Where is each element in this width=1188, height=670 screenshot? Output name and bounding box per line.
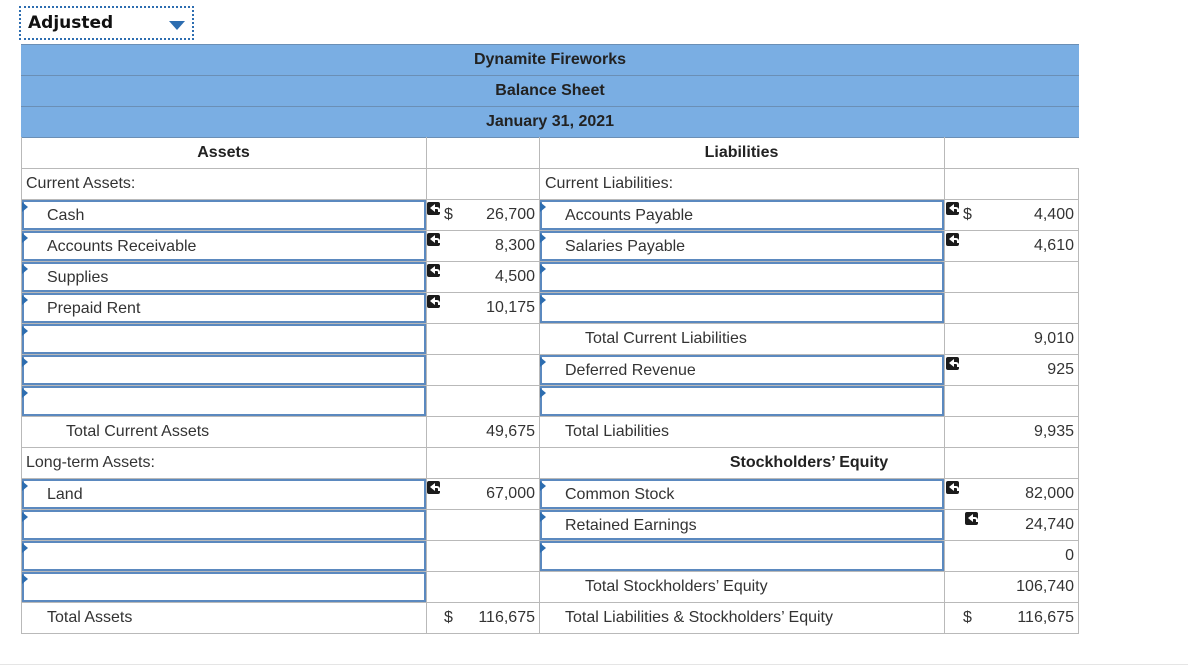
- total-current-liabilities-value: 9,010: [1033, 330, 1074, 347]
- liability-account-label: Accounts Payable: [565, 207, 694, 224]
- equity-amount[interactable]: 24,740: [1025, 516, 1074, 533]
- asset-amount[interactable]: 4,500: [494, 268, 535, 285]
- asset-account-label: Cash: [47, 207, 85, 224]
- undo-icon[interactable]: [946, 233, 959, 246]
- dropdown-flag-icon: [540, 233, 546, 243]
- asset-account-input[interactable]: [22, 572, 426, 602]
- dropdown-selected-label: Adjusted: [28, 13, 114, 33]
- dropdown-flag-icon: [22, 295, 28, 305]
- total-assets-label: Total Assets: [47, 609, 133, 626]
- dropdown-flag-icon: [22, 233, 28, 243]
- currency-symbol: $: [963, 206, 972, 223]
- liability-account-input[interactable]: [540, 355, 944, 385]
- asset-account-input[interactable]: [22, 200, 426, 230]
- liability-account-input[interactable]: [540, 293, 944, 323]
- dropdown-flag-icon: [22, 543, 28, 553]
- liability-account-label: Deferred Revenue: [565, 362, 696, 379]
- total-equity-value: 106,740: [1016, 578, 1074, 595]
- dropdown-flag-icon: [22, 512, 28, 522]
- undo-icon[interactable]: [427, 233, 440, 246]
- asset-account-input[interactable]: [22, 324, 426, 354]
- asset-account-input[interactable]: [22, 293, 426, 323]
- asset-amount[interactable]: 10,175: [486, 299, 535, 316]
- asset-account-input[interactable]: [22, 231, 426, 261]
- undo-icon[interactable]: [946, 357, 959, 370]
- asset-amount[interactable]: 26,700: [486, 206, 535, 223]
- dropdown-flag-icon: [22, 202, 28, 212]
- dropdown-flag-icon: [22, 574, 28, 584]
- total-current-assets-label: Total Current Assets: [66, 423, 210, 440]
- asset-account-input[interactable]: [22, 262, 426, 292]
- equity-amount[interactable]: 0: [1065, 547, 1074, 564]
- asset-account-label: Accounts Receivable: [47, 238, 197, 255]
- undo-icon[interactable]: [965, 512, 978, 525]
- asset-account-input[interactable]: [22, 479, 426, 509]
- dropdown-flag-icon: [22, 326, 28, 336]
- dropdown-flag-icon: [540, 512, 546, 522]
- undo-icon[interactable]: [427, 202, 440, 215]
- dropdown-flag-icon: [22, 481, 28, 491]
- liability-account-input[interactable]: [540, 200, 944, 230]
- total-current-liabilities-label: Total Current Liabilities: [585, 330, 747, 347]
- currency-symbol: $: [963, 609, 972, 626]
- undo-icon[interactable]: [946, 202, 959, 215]
- statement-title: Balance Sheet: [21, 75, 1079, 106]
- dropdown-flag-icon: [22, 357, 28, 367]
- equity-account-label: Common Stock: [565, 486, 675, 503]
- statement-date: January 31, 2021: [21, 106, 1079, 137]
- asset-amount[interactable]: 67,000: [486, 485, 535, 502]
- asset-account-label: Supplies: [47, 269, 109, 286]
- asset-account-input[interactable]: [22, 386, 426, 416]
- undo-icon[interactable]: [427, 481, 440, 494]
- dropdown-flag-icon: [22, 264, 28, 274]
- undo-icon[interactable]: [427, 264, 440, 277]
- equity-account-input[interactable]: [540, 541, 944, 571]
- liabilities-heading: Liabilities: [704, 144, 779, 161]
- dropdown-flag-icon: [540, 357, 546, 367]
- dropdown-flag-icon: [540, 543, 546, 553]
- equity-account-input[interactable]: [540, 479, 944, 509]
- asset-account-input[interactable]: [22, 355, 426, 385]
- total-equity-label: Total Stockholders’ Equity: [585, 578, 768, 595]
- total-liabilities-label: Total Liabilities: [565, 423, 670, 440]
- liability-account-label: Salaries Payable: [565, 238, 686, 255]
- equity-account-label: Retained Earnings: [565, 517, 697, 534]
- grand-total-label: Total Liabilities & Stockholders’ Equity: [565, 609, 833, 626]
- undo-icon[interactable]: [427, 295, 440, 308]
- total-liabilities-value: 9,935: [1033, 423, 1074, 440]
- liability-account-input[interactable]: [540, 386, 944, 416]
- company-name: Dynamite Fireworks: [21, 44, 1079, 75]
- assets-heading: Assets: [197, 144, 250, 161]
- liability-account-input[interactable]: [540, 231, 944, 261]
- asset-account-input[interactable]: [22, 541, 426, 571]
- chevron-down-icon[interactable]: [169, 21, 185, 30]
- liability-amount[interactable]: 4,400: [1033, 206, 1074, 223]
- equity-heading: Stockholders’ Equity: [729, 454, 889, 471]
- liability-amount[interactable]: 925: [1047, 361, 1074, 378]
- current-liabilities-label: Current Liabilities:: [545, 175, 674, 192]
- dropdown-flag-icon: [540, 481, 546, 491]
- current-assets-label: Current Assets:: [26, 175, 136, 192]
- dropdown-flag-icon: [22, 388, 28, 398]
- asset-account-label: Land: [47, 486, 83, 503]
- dropdown-flag-icon: [540, 202, 546, 212]
- statement-type-dropdown[interactable]: [19, 6, 194, 40]
- undo-icon[interactable]: [946, 481, 959, 494]
- asset-account-label: Prepaid Rent: [47, 300, 141, 317]
- total-current-assets-value: 49,675: [486, 423, 535, 440]
- equity-account-input[interactable]: [540, 510, 944, 540]
- asset-amount[interactable]: 8,300: [494, 237, 535, 254]
- currency-symbol: $: [444, 206, 453, 223]
- total-assets-value: 116,675: [478, 609, 535, 626]
- currency-symbol: $: [444, 609, 453, 626]
- longterm-assets-label: Long-term Assets:: [26, 454, 155, 471]
- grand-total-value: 116,675: [1017, 609, 1074, 626]
- dropdown-flag-icon: [540, 295, 546, 305]
- dropdown-flag-icon: [540, 388, 546, 398]
- dropdown-flag-icon: [540, 264, 546, 274]
- asset-account-input[interactable]: [22, 510, 426, 540]
- liability-amount[interactable]: 4,610: [1033, 237, 1074, 254]
- liability-account-input[interactable]: [540, 262, 944, 292]
- equity-amount[interactable]: 82,000: [1025, 485, 1074, 502]
